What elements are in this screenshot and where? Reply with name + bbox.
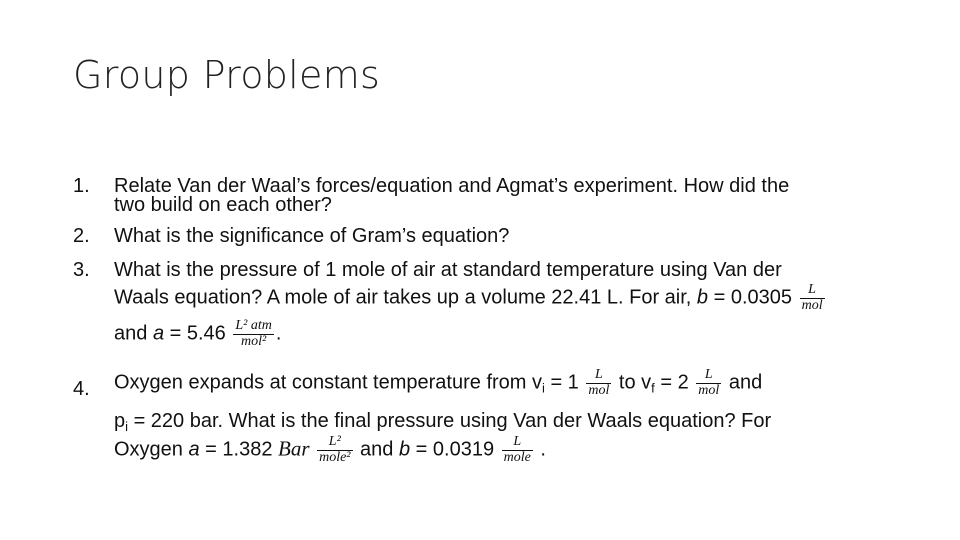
fraction-l-per-mole (502, 435, 533, 465)
fraction-denominator: mol (588, 382, 610, 398)
text-run: and (354, 438, 399, 461)
text-run: Waals equation? A mole of air takes up a volume 22.41 L. For air, (114, 286, 697, 309)
text-run: = 5.46 (164, 322, 226, 345)
question-number: 1. (73, 175, 90, 197)
text-run: = 2 (654, 371, 689, 394)
fraction-l-per-mol (696, 368, 721, 398)
text-run: . (275, 322, 282, 345)
question-number: 2. (73, 225, 90, 247)
question-text-line: What is the pressure of 1 mole of air at standard temperature using Van der (114, 259, 782, 281)
variable-b: b (696, 286, 709, 309)
fraction-numerator: L (704, 367, 713, 382)
subscript: i (542, 380, 545, 396)
question-text-line: two build on each other? (114, 194, 332, 216)
fraction-numerator: L² atm (235, 318, 272, 333)
question-text-line (114, 410, 771, 434)
text-run: p (114, 410, 126, 432)
variable-a: a (152, 322, 165, 345)
question-text-line (114, 319, 281, 349)
question-number: 4. (73, 378, 90, 400)
fraction-numerator: L (513, 434, 522, 449)
question-text-line: What is the significance of Gram’s equation? (114, 225, 510, 247)
variable-b: b (398, 438, 411, 461)
question-number: 3. (73, 259, 90, 281)
text-run: = 1.382 (199, 438, 279, 461)
fraction-l2-per-mole2 (317, 435, 352, 465)
fraction-denominator: mol (801, 297, 823, 313)
fraction-l-per-mol (800, 283, 825, 313)
text-run: = 1 (544, 371, 579, 394)
fraction-numerator: L (808, 282, 816, 297)
subscript: f (651, 380, 655, 396)
variable-a: a (188, 438, 200, 461)
text-run: Oxygen (114, 438, 189, 461)
subscript: i (125, 419, 129, 434)
fraction-denominator: mol² (233, 334, 273, 350)
slide-title: Group Problems (73, 53, 381, 97)
text-run: . (534, 438, 546, 461)
question-text-line: Relate Van der Waal’s forces/equation and Agmat’s experiment. How did the (114, 175, 790, 197)
text-run: = 220 bar. What is the final pressure using Van der Waals equation? For (128, 410, 772, 432)
fraction-numerator: L² (328, 434, 341, 449)
fraction-numerator: L (594, 367, 603, 382)
fraction-denominator: mole² (319, 449, 351, 465)
fraction-denominator: mole (503, 449, 531, 465)
text-run: Oxygen expands at constant temperature from v (114, 371, 542, 394)
fraction-denominator: mol (698, 382, 720, 398)
text-run: and (723, 371, 763, 394)
question-text-line (114, 283, 827, 313)
fraction-l-per-mol (586, 368, 611, 398)
text-run: and (114, 322, 153, 345)
text-run: to v (613, 371, 652, 394)
fraction-l2atm-per-mol2 (233, 319, 273, 349)
question-text-line (114, 368, 762, 398)
unit-bar: Bar (278, 436, 310, 461)
text-run: = 0.0305 (708, 286, 793, 309)
text-run: = 0.0319 (410, 438, 500, 461)
question-text-line (114, 435, 546, 465)
